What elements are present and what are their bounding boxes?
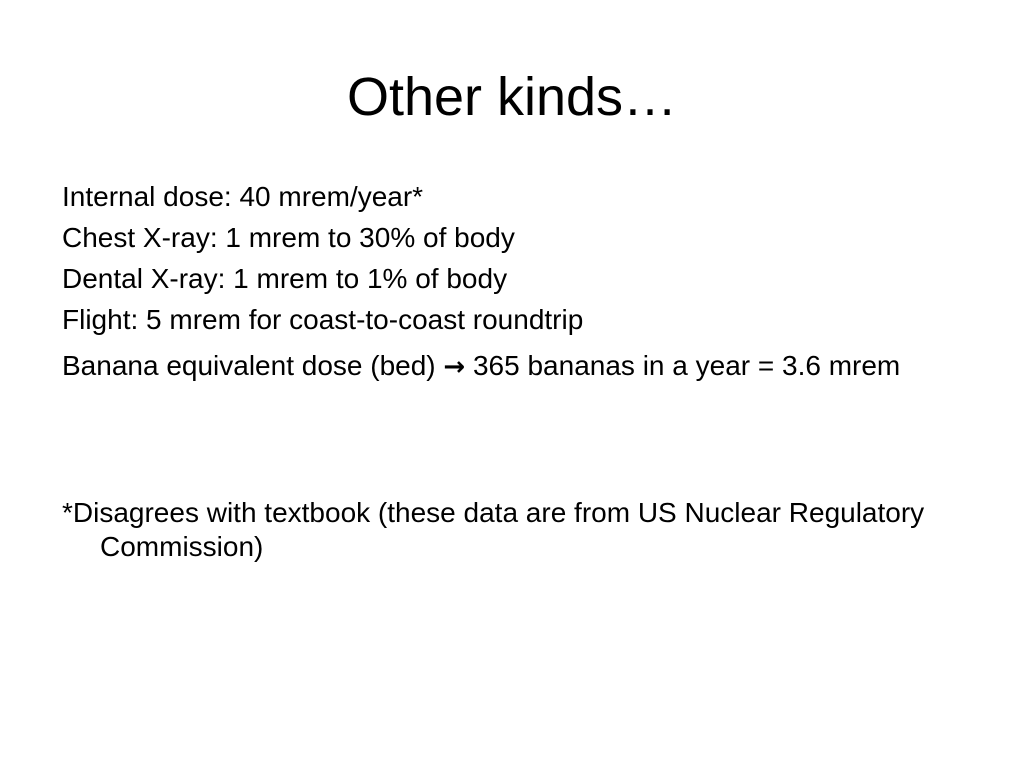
item-chest-xray: Chest X-ray: 1 mrem to 30% of body [62,222,515,253]
slide-title: Other kinds… [346,67,678,127]
spacer [62,337,962,349]
item-dental-xray: Dental X-ray: 1 mrem to 1% of body [62,263,508,294]
banana-text-after: 365 bananas in a year = 3.6 mrem [472,350,901,381]
right-arrow-icon: → [443,352,466,382]
spacer [62,384,962,496]
slide-body [62,180,962,564]
item-internal-dose: Internal dose: 40 mrem/year* [62,181,424,212]
banana-equivalent-dose [62,349,962,384]
item-flight: Flight: 5 mrem for coast-to-coast roundtrip [62,304,584,335]
banana-text-before: Banana equivalent dose (bed) [62,350,436,381]
footnote: *Disagrees with textbook (these data are from US Nuclear Regulatory Commission) [62,497,925,562]
